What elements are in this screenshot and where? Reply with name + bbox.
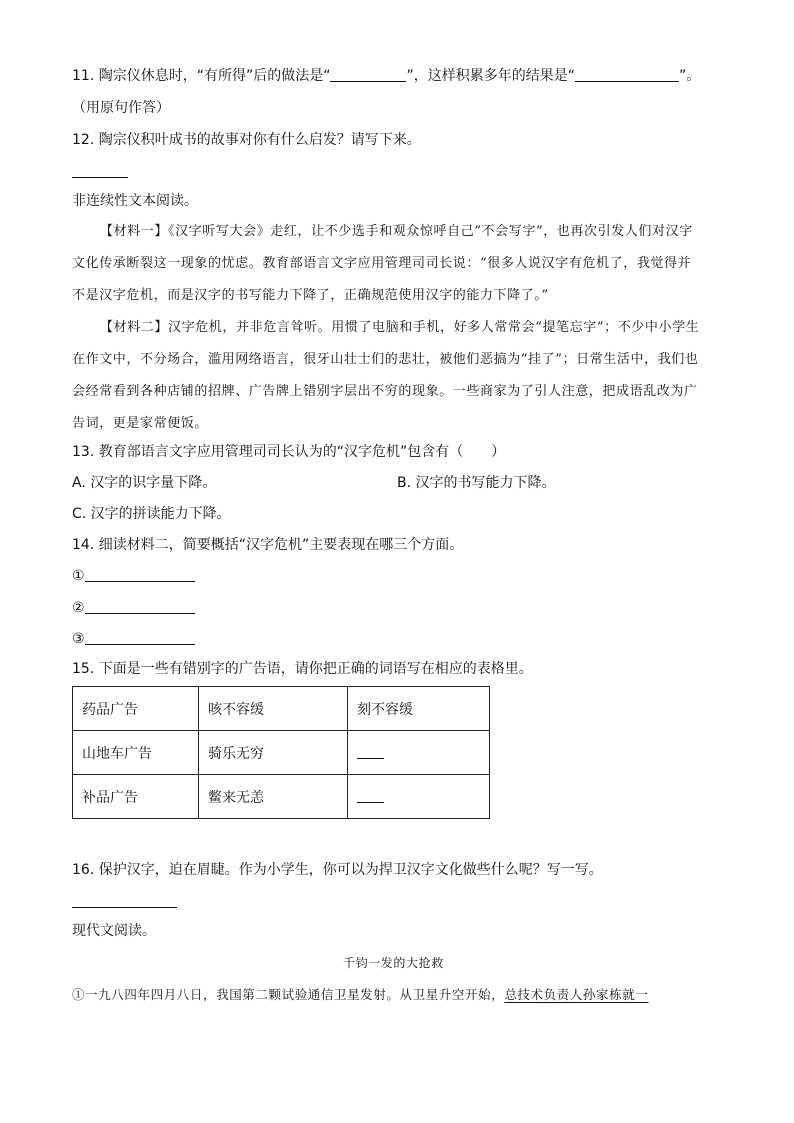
material-2-line-3: 会经常看到各种店铺的招牌、广告牌上错别字层出不穷的现象。一些商家为了引人注意，把成语乱改为广	[72, 384, 698, 399]
answer-line-12[interactable]	[72, 177, 128, 178]
table-cell-ad-type: 药品广告	[73, 687, 199, 731]
option-c[interactable]: C. 汉字的拼读能力下降。	[72, 506, 231, 522]
material-2-line-4: 告词，更是家常便饭。	[72, 416, 209, 431]
option-a[interactable]: A. 汉字的识字量下降。	[72, 475, 217, 491]
answer-item-2: ②	[72, 598, 195, 618]
table-row	[73, 687, 490, 731]
material-1-line-3: 不是汉字危机，而是汉字的书写能力下降了，正确规范使用汉字的能力下降了。”	[72, 288, 549, 303]
answer-blank-11b[interactable]	[575, 67, 679, 82]
material-1-line-2: 文化传承断裂这一现象的忧虑。教育部语言文字应用管理司司长说：“很多人说汉字有危机了，我觉得并	[72, 256, 692, 271]
section-heading-modern: 现代文阅读。	[72, 923, 156, 939]
question-11-note: （用原句作答）	[72, 100, 170, 116]
question-15: 15. 下面是一些有错别字的广告语，请你把正确的词语写在相应的表格里。	[72, 661, 533, 677]
article-title: 千钧一发的大抢救	[343, 956, 444, 970]
table-cell-correct-phrase: 刻不容缓	[348, 687, 490, 731]
material-2-line-2: 在作文中，不分场合，滥用网络语言，很牙山壮士们的悲壮，被他们恶搞为“挂了”；日常生活中，我们也	[72, 352, 699, 367]
question-12: 12. 陶宗仪积叶成书的故事对你有什么启发？请写下来。	[72, 132, 421, 148]
material-1-line-1: 【材料一】《汉字听写大会》走红，让不少选手和观众惊呼自己“不会写字”，也再次引发人们对汉字	[100, 224, 693, 239]
answer-item-3: ③	[72, 629, 195, 649]
material-2-line-1: 【材料二】汉字危机，并非危言耸听。用惯了电脑和手机，好多人常常会“提笔忘字”；不少中小学生	[100, 320, 700, 335]
table-cell-ad-type: 补品广告	[73, 775, 199, 819]
answer-line-16[interactable]	[72, 907, 177, 908]
answer-blank-14-2[interactable]	[85, 599, 195, 614]
underlined-sentence: 总技术负责人孙家栋就一	[504, 987, 649, 1002]
table-cell-wrong-phrase: 骑乐无穷	[199, 731, 348, 775]
section-heading-nonlinear: 非连续性文本阅读。	[72, 193, 198, 209]
table-cell-answer[interactable]	[348, 775, 490, 819]
answer-item-1: ①	[72, 566, 195, 586]
question-16: 16. 保护汉字，迫在眉睫。作为小学生，你可以为捍卫汉字文化做些什么呢？写一写。	[72, 862, 603, 878]
option-b[interactable]: B. 汉字的书写能力下降。	[397, 475, 556, 491]
table-cell-wrong-phrase: 咳不容缓	[199, 687, 348, 731]
table-row	[73, 775, 490, 819]
answer-blank-15-2[interactable]	[357, 788, 384, 803]
question-11: 11. 陶宗仪休息时，“有所得”后的做法是“ ”，这样积累多年的结果是“ ”。	[72, 68, 701, 84]
ad-correction-table	[72, 686, 490, 819]
answer-blank-15-1[interactable]	[357, 744, 384, 759]
question-14: 14. 细读材料二，简要概括“汉字危机”主要表现在哪三个方面。	[72, 537, 464, 553]
answer-blank-14-3[interactable]	[85, 630, 195, 645]
question-13: 13. 教育部语言文字应用管理司司长认为的“汉字危机”包含有（ ）	[72, 444, 506, 460]
table-cell-answer[interactable]	[348, 731, 490, 775]
answer-blank-11a[interactable]	[330, 67, 406, 82]
table-cell-ad-type: 山地车广告	[73, 731, 199, 775]
table-row	[73, 731, 490, 775]
answer-blank-14-1[interactable]	[85, 567, 195, 582]
table-cell-wrong-phrase: 鳖来无恙	[199, 775, 348, 819]
article-paragraph-1: ①一九八四年四月八日，我国第二颗试验通信卫星发射。从卫星升空开始，总技术负责人孙家栋就一	[72, 987, 649, 1002]
